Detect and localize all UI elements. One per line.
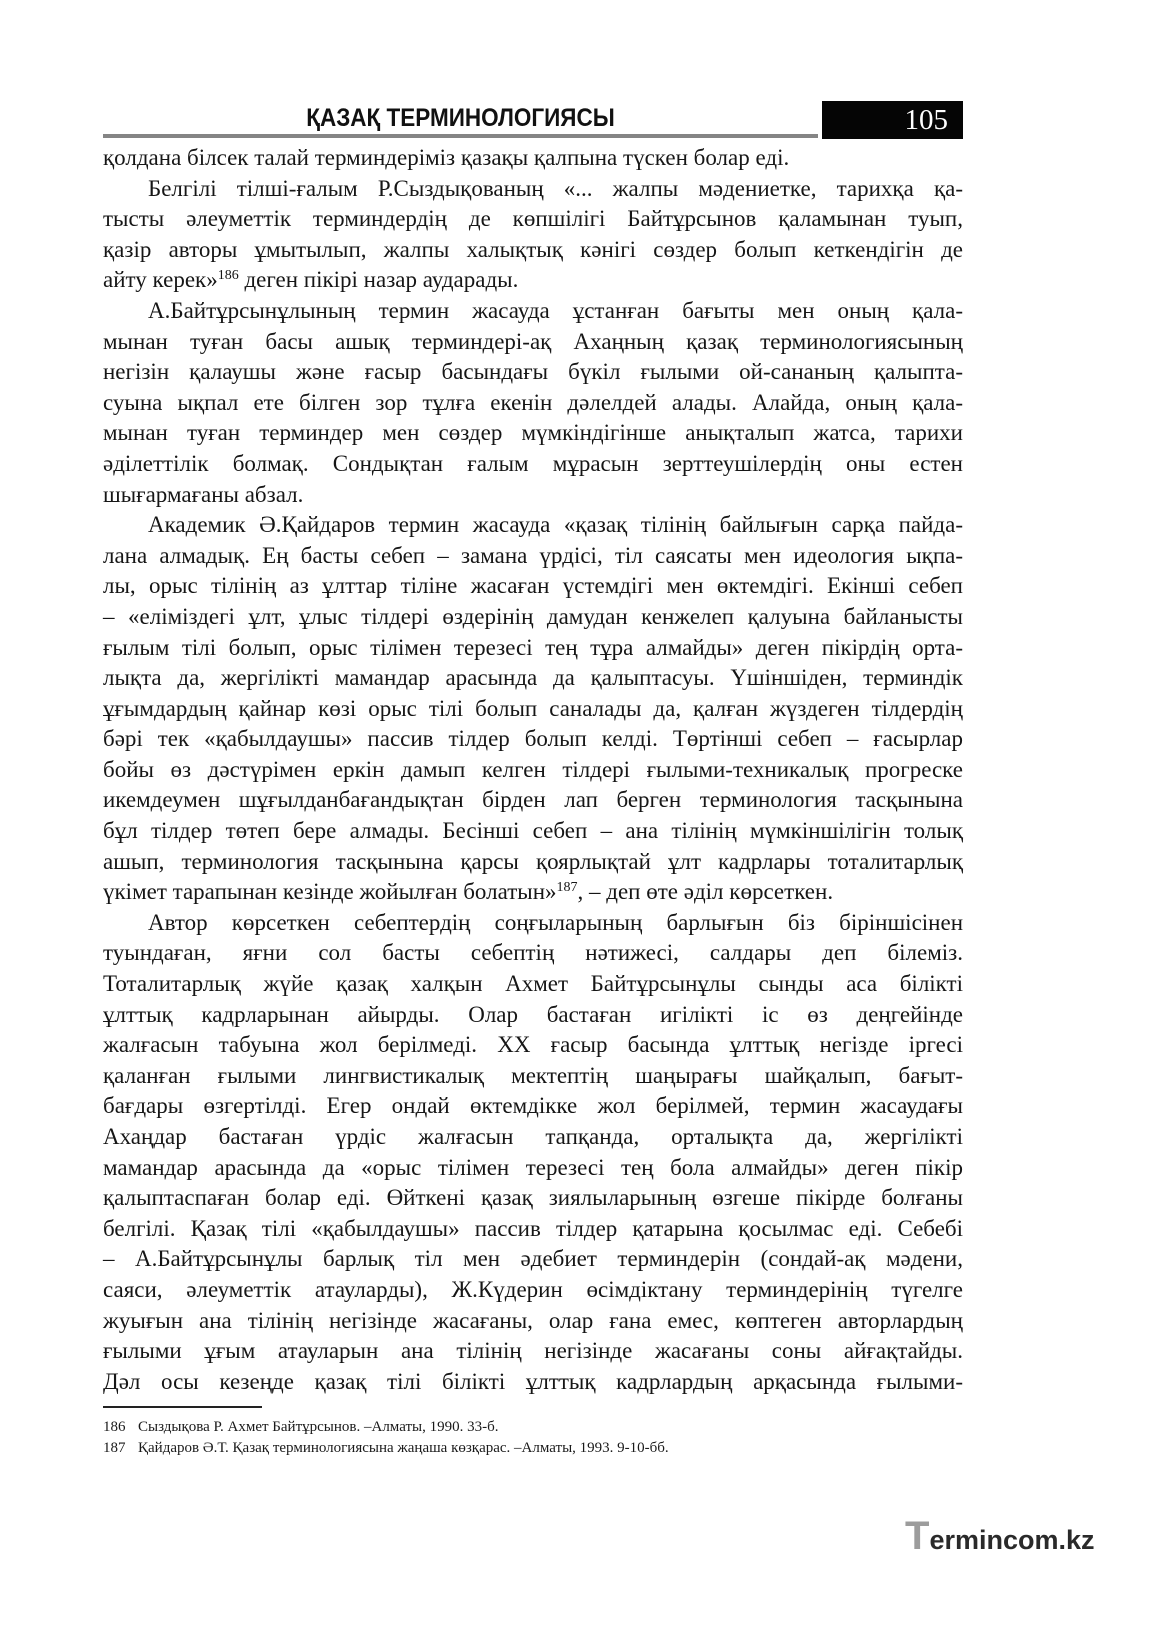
text-line: суына ықпал ете білген зор тұлға екенін дәлелдей алады. Алайда, оның қала- [103,389,963,415]
text-line: икемдеумен шұғылданбағандықтан бірден лап берген терминология тасқынына [103,787,963,813]
text-line: ғылыми ұғым атауларын ана тілінің негізінде жасағаны соны айғақтайды. [103,1338,963,1364]
text-line: қаланған ғылыми лингвистикалық мектептің шаңырағы шайқалып, бағыт- [103,1062,963,1088]
footnote-number: 187 [103,1440,126,1456]
text-line: ашып, терминология тасқынына қарсы қоярлықтай ұлт кадрлары тоталитарлық [103,848,963,874]
text-line: ұлттық кадрларынан айырды. Олар бастаған игілікті іс өз деңгейінде [103,1001,963,1027]
text-line: шығармағаны абзал. [103,481,304,507]
text-line: мынан туған басы ашық терминдері-ақ Ахаңның қазақ терминологиясының [103,328,963,354]
text-line: қолдана білсек талай терминдеріміз қазақы қалпына түскен болар еді. [103,145,790,170]
text-line: мынан туған терминдер мен сөздер мүмкіндігінше анықталып жатса, тарихи [103,420,963,446]
text-line: Автор көрсеткен себептердің соңғыларының барлығын біз біріншісінен [148,909,963,935]
text-line: лана алмадық. Ең басты себеп – замана үрдісі, тіл саясаты мен идеология ықпа- [103,542,963,568]
text-line: әділеттілік болмақ. Сондықтан ғалым мұрасын зерттеушілердің оны естен [103,450,963,476]
text-line: бойы өз дәстүрімен еркін дамып келген тілдері ғылыми-техникалық прогреске [103,756,963,782]
body-text [103,143,963,1397]
text-line [103,877,963,908]
paragraph [103,174,963,296]
text-line: саяси, әлеуметтік атауларды), Ж.Күдерин өсімдіктану терминдерінің түгелге [103,1276,963,1302]
text-line: тысты әлеуметтік терминдердің де көпшілігі Байтұрсынов қаламынан туып, [103,206,963,232]
page-number: 105 [904,104,948,136]
text-line: лы, орыс тілінің аз ұлттар тіліне жасаған үстемдігі мен өктемдігі. Екінші себеп [103,573,963,599]
footnote [103,1438,963,1459]
text-line: бағдары өзгертілді. Егер ондай өктемдікке жол берілмей, термин жасаудағы [103,1093,963,1119]
footnote-text: Қайдаров Ә.Т. Қазақ терминологиясына жаңаша көзқарас. –Алматы, 1993. 9-10-бб. [138,1440,669,1456]
text-run: айту керек» [103,267,218,293]
paragraph [103,143,963,174]
text-line: бәрі тек «қабылдаушы» пассив тілдер болып келді. Төртінші себеп – ғасырлар [103,726,963,752]
text-line: жуығын ана тілінің негізінде жасағаны, олар ғана емес, көптеген авторлардың [103,1307,963,1333]
footnote-ref: 186 [217,268,239,284]
paragraph [103,908,963,1398]
page-number-box [822,101,963,139]
text-run: , – деп өте әділ көрсеткен. [577,879,834,905]
text-line: ұғымдардың қайнар көзі орыс тілі болып саналады да, қалған жүздеген тілдердің [103,695,963,721]
text-run: үкімет тарапынан кезінде жойылған болатын» [103,879,557,905]
text-run: деген пікірі назар аударады. [238,267,519,293]
footnotes [103,1417,963,1459]
text-line: лықта да, жергілікті мамандар арасында да қалыптасуы. Үшіншіден, терминдік [103,665,963,691]
paragraph [103,510,963,908]
paragraph [103,296,963,510]
running-title: ҚАЗАҚ ТЕРМИНОЛОГИЯСЫ [306,104,615,132]
text-line: мамандар арасында да «орыс тілімен терезесі тең бола алмайды» деген пікір [103,1154,963,1180]
text-line: Академик Ә.Қайдаров термин жасауда «қазақ тілінің байлығын сарқа пайда- [148,512,963,538]
footnote-ref: 187 [556,880,578,896]
text-line [103,265,963,296]
text-line: Ахаңдар бастаған үрдіс жалғасын тапқанда, орталықта да, жергілікті [103,1124,963,1149]
text-line: ғылым тілі болып, орыс тілімен терезесі тең тұра алмайды» деген пікірдің орта- [103,634,963,660]
footnote-number: 186 [103,1419,126,1435]
text-line: туындаған, яғни сол басты себептің нәтижесі, салдары деп білеміз. [103,940,963,966]
text-line: Белгілі тілші-ғалым Р.Сыздықованың «... жалпы мәдениетке, тарихқа қа- [148,175,963,201]
text-line: А.Байтұрсынұлының термин жасауда ұстанған бағыты мен оның қала- [148,297,963,323]
header-rule [103,134,818,138]
footnote [103,1417,963,1438]
text-line: қазір авторы ұмытылып, жалпы халықтық кәнігі сөздер болып кеткендігін де [103,236,963,262]
text-line: жалғасын табуына жол берілмеді. ХХ ғасыр басында ұлттық негізде іргесі [103,1032,963,1058]
watermark-logo: Termincom.kz [905,1514,1095,1558]
text-line: қалыптаспаған болар еді. Өйткені қазақ зиялыларының өзгеше пікірде болғаны [103,1185,963,1211]
text-line: – «еліміздегі ұлт, ұлыс тілдері өздерінің дамудан кенжелеп қалуына байланысты [103,603,963,629]
text-line: Тоталитарлық жүйе қазақ халқын Ахмет Байтұрсынұлы сынды аса білікті [103,971,963,997]
text-line: – А.Байтұрсынұлы барлық тіл мен әдебиет терминдерін (сондай-ақ мәдени, [103,1246,963,1272]
text-line: Дәл осы кезеңде қазақ тілі білікті ұлттық кадрлардың арқасында ғылыми- [103,1368,963,1394]
text-line: белгілі. Қазақ тілі «қабылдаушы» пассив тілдер қатарына қосылмас еді. Себебі [103,1215,963,1241]
text-line: негізін қалаушы және ғасыр басындағы бүкіл ғылыми ой-сананың қалыпта- [103,359,963,385]
footnote-text: Сыздықова Р. Ахмет Байтұрсынов. –Алматы, 1990. 33-б. [138,1419,499,1435]
footnote-rule [103,1406,262,1408]
text-line: бұл тілдер төтеп бере алмады. Бесінші себеп – ана тілінің мүмкіншілігін толық [103,818,963,844]
